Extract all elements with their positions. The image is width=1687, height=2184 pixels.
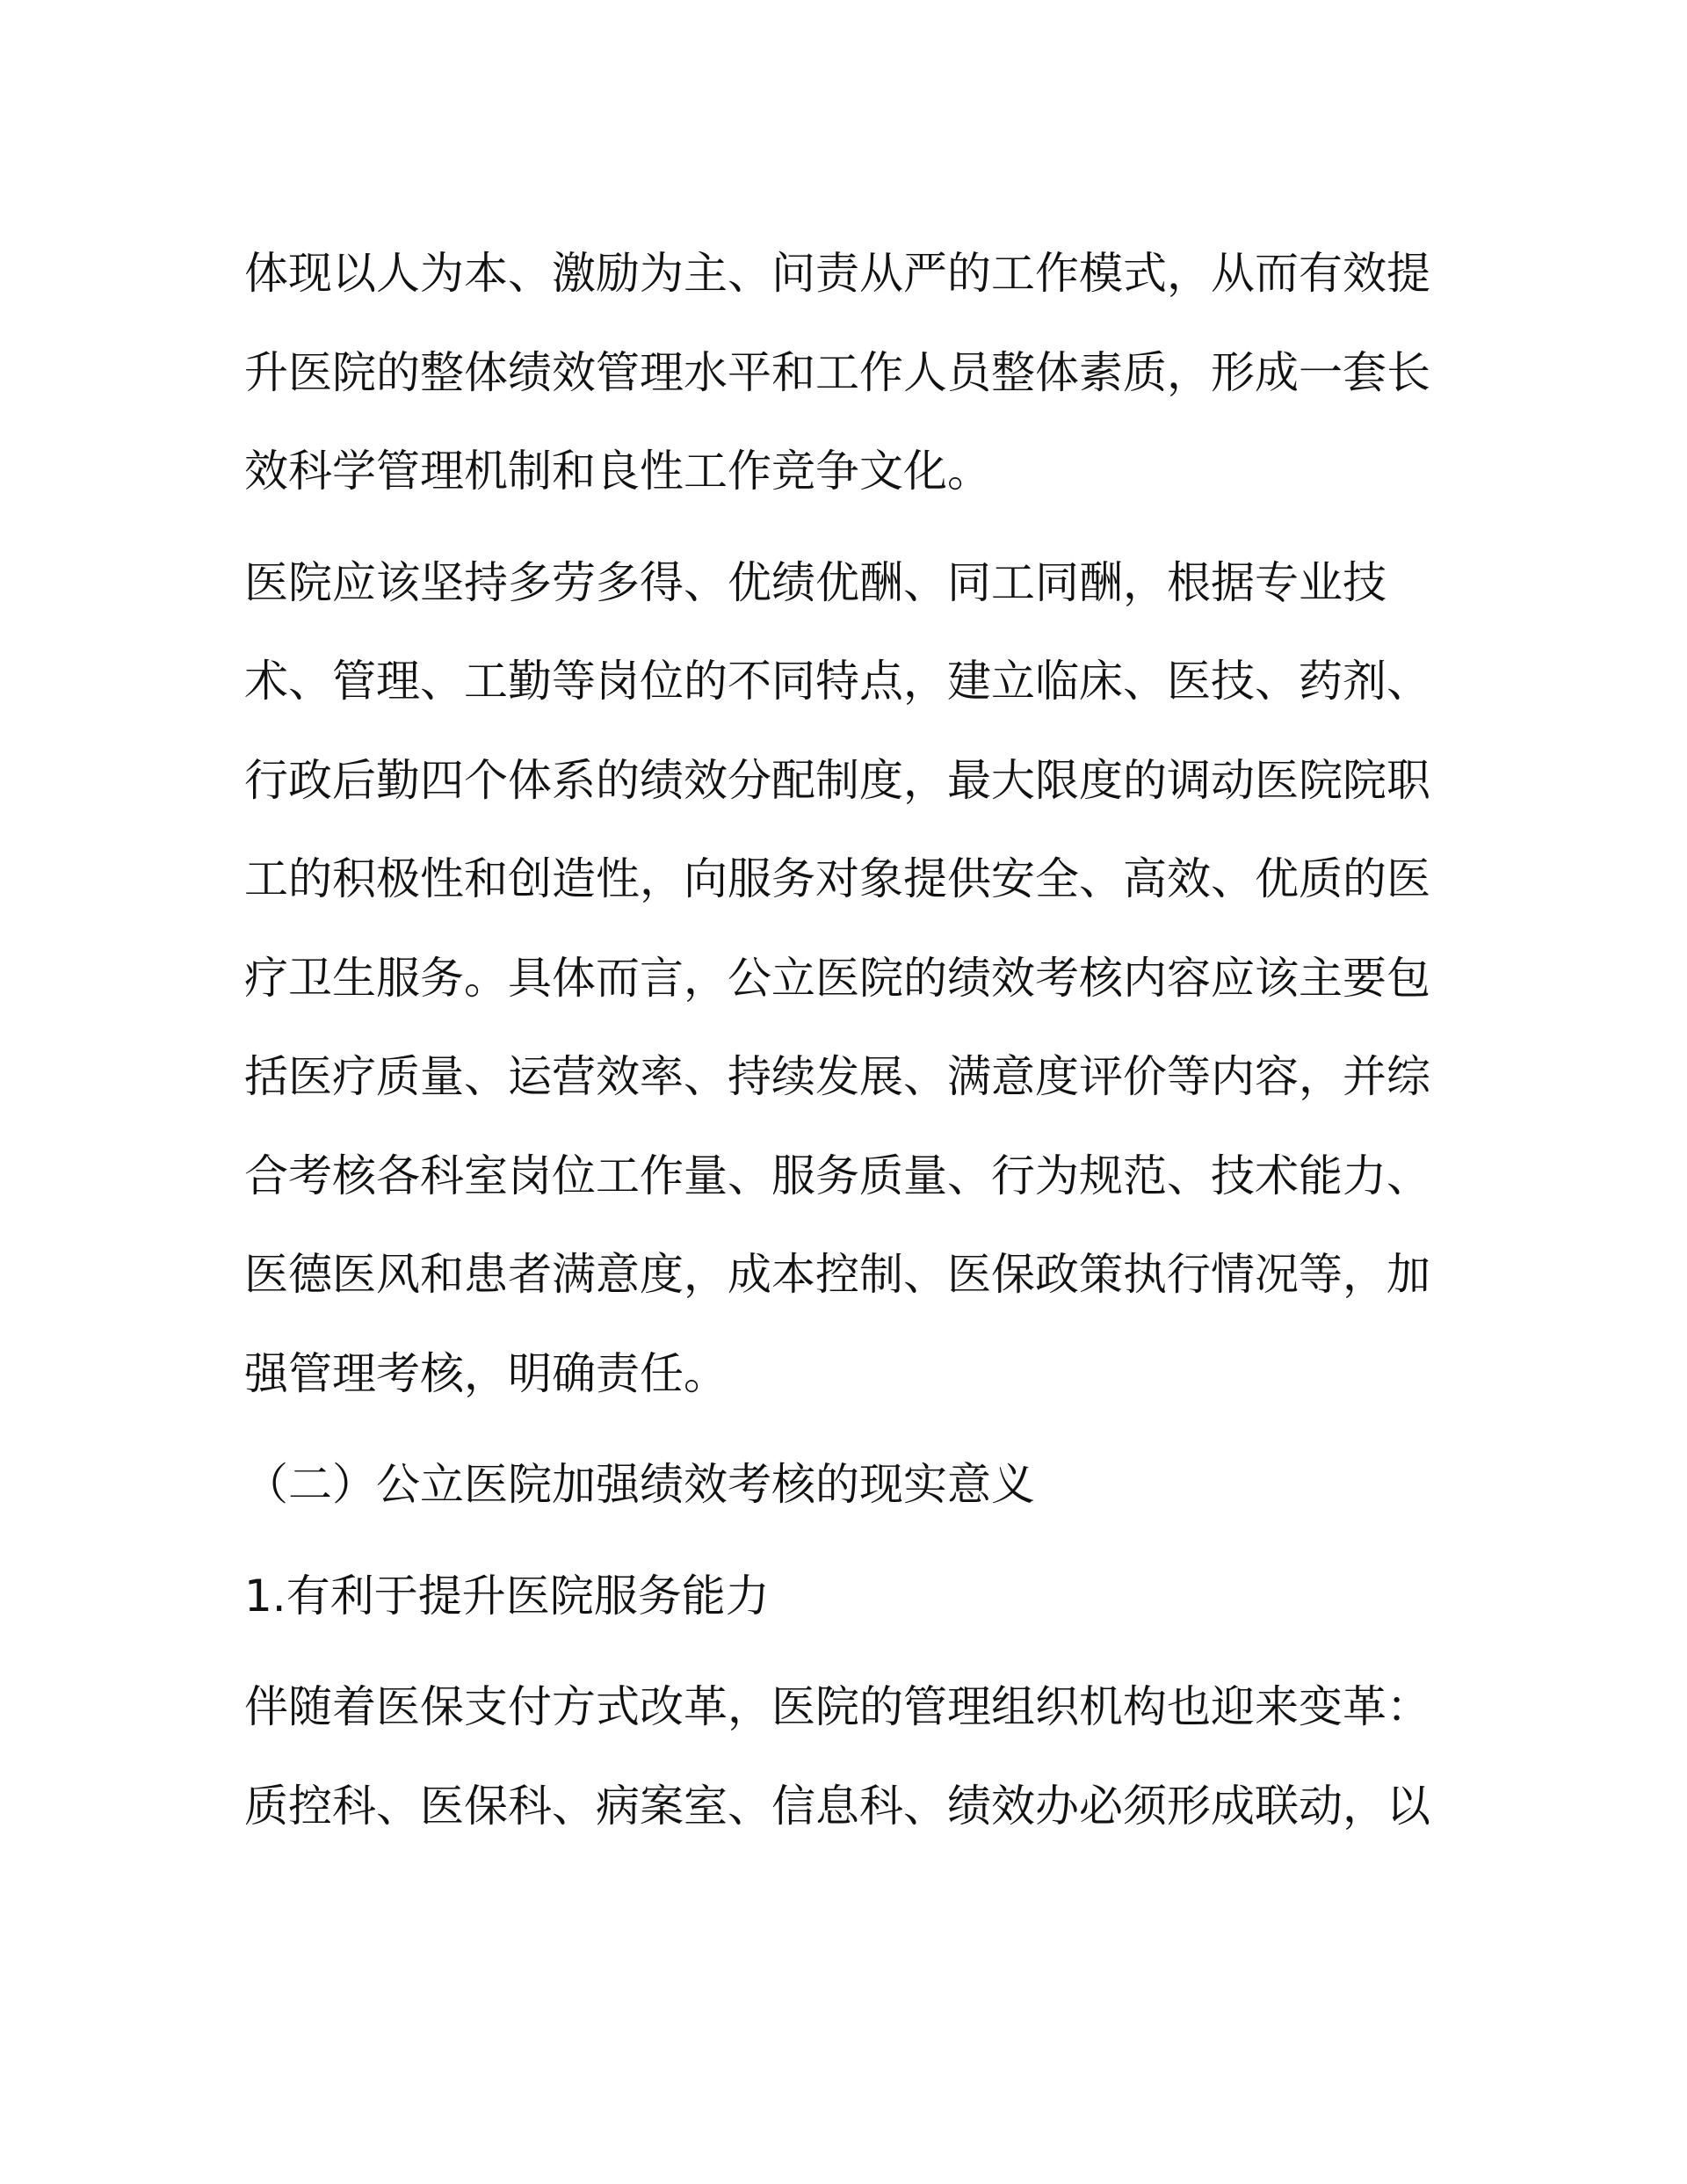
paragraph-line: 质控科、医保科、病案室、信息科、绩效办必须形成联动，以	[244, 1780, 1430, 1832]
document-body	[244, 224, 1430, 1855]
paragraph-line: 医德医风和患者满意度，成本控制、医保政策执行情况等，加	[244, 1249, 1430, 1300]
paragraph-line: 体现以人为本、激励为主、问责从严的工作模式，从而有效提	[244, 248, 1430, 299]
paragraph-2	[244, 533, 1430, 1424]
paragraph-line: 括医疗质量、运营效率、持续发展、满意度评价等内容，并综	[244, 1051, 1430, 1102]
paragraph-line: 疗卫生服务。具体而言，公立医院的绩效考核内容应该主要包	[244, 952, 1430, 1004]
paragraph-line: 行政后勤四个体系的绩效分配制度，最大限度的调动医院院职	[244, 754, 1430, 806]
paragraph-spacer	[244, 1423, 1430, 1435]
paragraph-spacer	[244, 1645, 1430, 1658]
paragraph-1	[244, 224, 1430, 521]
paragraph-spacer	[244, 521, 1430, 533]
paragraph-spacer	[244, 1535, 1430, 1547]
subsection-heading: 1.有利于提升医院服务能力	[244, 1570, 770, 1622]
paragraph-line: 伴随着医保支付方式改革，医院的管理组织机构也迎来变革：	[244, 1681, 1430, 1732]
paragraph-line: 升医院的整体绩效管理水平和工作人员整体素质，形成一套长	[244, 346, 1430, 398]
paragraph-line: 强管理考核，明确责任。	[244, 1347, 728, 1399]
paragraph-line: 术、管理、工勤等岗位的不同特点，建立临床、医技、药剂、	[244, 656, 1430, 707]
section-heading: （二）公立医院加强绩效考核的现实意义	[244, 1459, 1035, 1510]
paragraph-line: 效科学管理机制和良性工作竞争文化。	[244, 446, 991, 497]
paragraph-line: 合考核各科室岗位工作量、服务质量、行为规范、技术能力、	[244, 1150, 1430, 1201]
paragraph-line: 医院应该坚持多劳多得、优绩优酬、同工同酬，根据专业技	[244, 556, 1387, 608]
paragraph-3	[244, 1658, 1430, 1855]
paragraph-line: 工的积极性和创造性，向服务对象提供安全、高效、优质的医	[244, 853, 1430, 904]
